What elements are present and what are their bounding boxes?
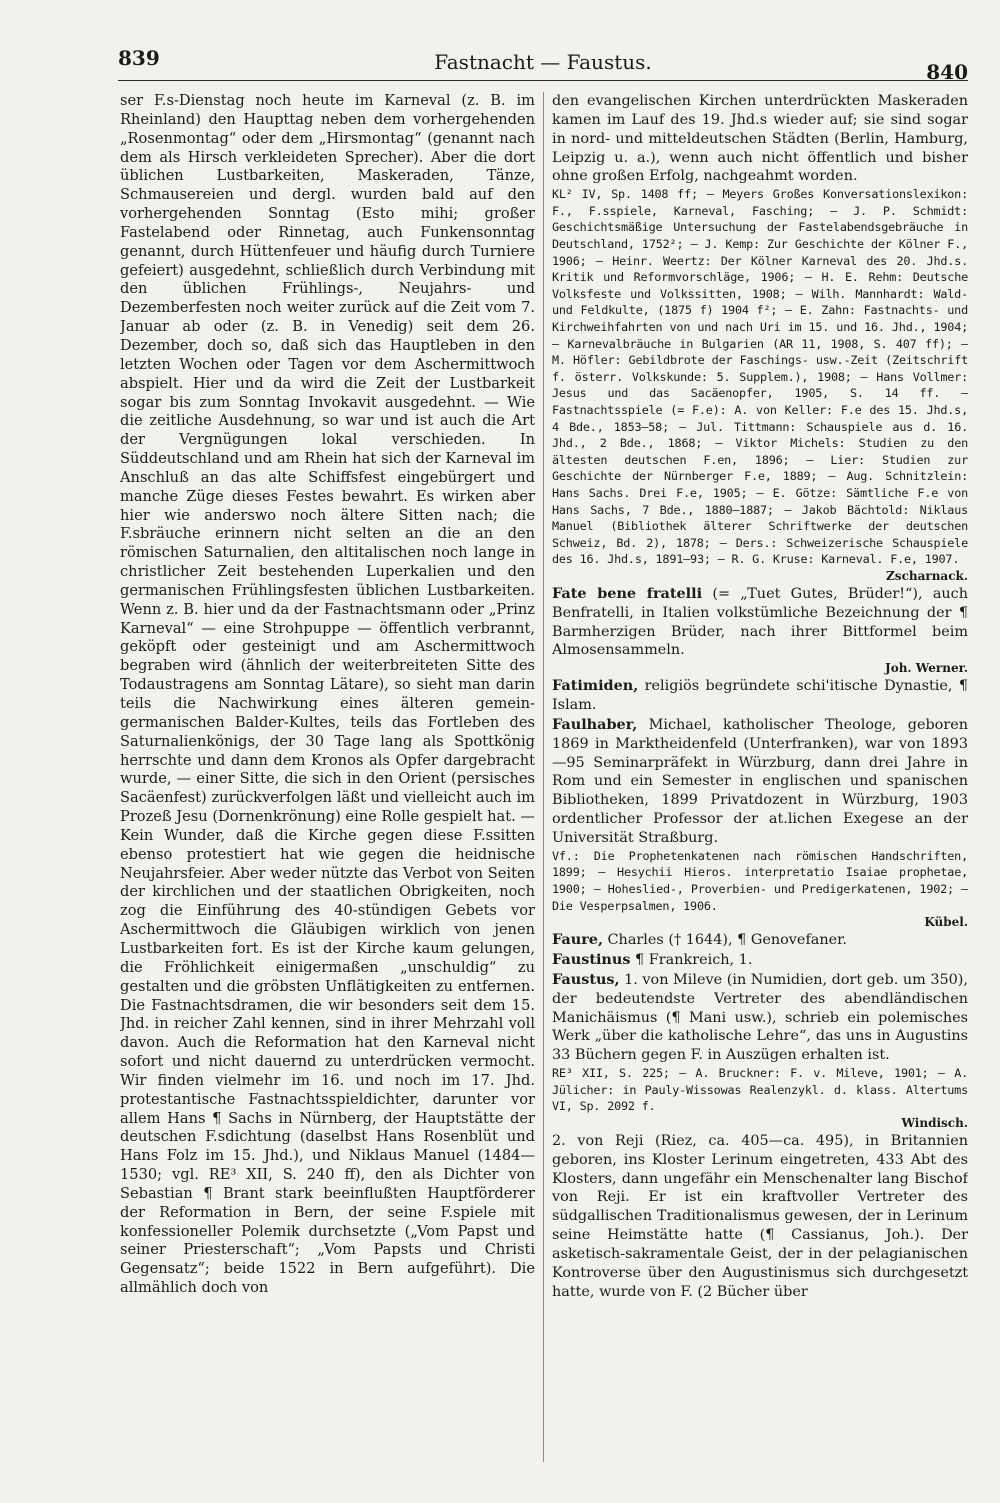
- entry-headword: Faure,: [552, 931, 603, 949]
- continuation-text: den evangelischen Kirchen unterdrückten Maskeraden kamen im Lauf des 19. Jhd.s wieder auf; sie sind sogar in nord- und mitteldeutschen Städten (Berlin, Hamburg, Leipzig u. a.), wenn auch nicht öffentlich und bisher ohne großen Erfolg, nachgeahmt worden.: [552, 93, 968, 185]
- page-number-right: 840: [926, 60, 968, 84]
- header-rule: [118, 80, 968, 81]
- entry: [552, 971, 968, 1131]
- left-column: [120, 92, 535, 1462]
- author-signature: Zscharnack.: [886, 568, 968, 583]
- entry-text: [552, 971, 968, 1065]
- page-number-left: 839: [118, 46, 160, 70]
- entry: [552, 931, 968, 950]
- entry-body: religiös begründete schi'itische Dynastie, ¶ Islam.: [552, 678, 968, 714]
- entry-text: [552, 716, 968, 848]
- entry-text: [552, 931, 968, 950]
- entry-headword: Faulhaber,: [552, 715, 638, 733]
- entry-headword: Fate bene fratelli: [552, 584, 703, 602]
- entry-body: 1. von Mileve (in Numidien, dort geb. um 350), der bedeutendste Vertreter des abendländischen Manichäismus (¶ Mani usw.), schrieb ein polemisches Werk „über die katholische Lehre“, das uns in Augustins 33 Büchern gegen F. in Auszügen erhalten ist.: [552, 971, 968, 1064]
- entry-headword: Fatimiden,: [552, 677, 639, 695]
- entry: [552, 716, 968, 930]
- page-header: [118, 44, 968, 88]
- entry-text: [552, 951, 968, 970]
- literature-block: Vf.: Die Prophetenkatenen nach römischen Handschriften, 1899; — Hesychii Hieros. interpretatio Isaiae prophetae, 1900; — Hoheslied-, Proverbien- und Predigerkatenen, 1902; — Die Vesperpsalmen, 1906.: [552, 848, 968, 913]
- entry: [552, 585, 968, 676]
- entry-body: Michael, katholischer Theologe, geboren 1869 in Marktheidenfeld (Unterfranken), war von 1893—95 Seminarpräfekt in Würzburg, dann drei Jahre in Rom und ein Semester in englischen und spanischen Bibliotheken, 1899 Privatdozent in Würzburg, 1903 ordentlicher Professor der at.lichen Exegese an der Universität Straßburg.: [552, 716, 968, 846]
- entry-headword: Faustinus: [552, 951, 631, 969]
- entry-body: 2. von Reji (Riez, ca. 405—ca. 495), in Britannien geboren, ins Kloster Lerinum eingetreten, 433 Abt des Klosters, dann ungefähr ein Menschenalter lang Bischof von Reji. Er ist ein kraftvoller Vertreter des südgallischen Traditionalismus gewesen, der in Lerinum seine Heimstätte hatte (¶ Cassianus, Joh.). Der asketisch-sakramentale Geist, der in der pelagianischen Kontroverse über den Augustinismus sich durchgesetzt hatte, wurde von F. (2 Bücher über: [552, 1132, 968, 1300]
- literature-block: KL² IV, Sp. 1408 ff; — Meyers Großes Konversationslexikon: F., F.sspiele, Karneval, Fasching; — J. P. Schmidt: Geschichtsmäßige Untersuchung der Fastelabendsgebräuche in Deutschland, 1752²; — J. Kemp: Zur Geschichte der Kölner F., 1906; — Heinr. Weertz: Der Kölner Karneval des 20. Jhd.s. Kritik und Reformvorschläge, 1906; — H. E. Rehm: Deutsche Volksfeste und Volkssitten, 1908; — Wilh. Mannhardt: Wald- und Feldkulte, (1875 f) 1904 f²; — E. Zahn: Fastnachts- und Kirchweihfahrten von und nach Uri im 15. und 16. Jhd., 1904; — Karnevalbräuche in Bulgarien (AR 11, 1908, S. 407 ff); — M. Höfler: Gebildbrote der Faschings- usw.-Zeit (Zeitschrift f. österr. Volkskunde: 5. Supplem.), 1908; — Hans Vollmer: Jesus und das Sacäenopfer, 1905, S. 14 ff. — Fastnachtsspiele (= F.e): A. von Keller: F.e des 15. Jhd.s, 4 Bde., 1853—58; — Jul. Tittmann: Schauspiele aus d. 16. Jhd., 2 Bde., 1868; — Viktor Michels: Studien zu den ältesten deutschen F.en, 1896; — Lier: Studien zur Geschichte der Nürnberger F.e, 1889; — Aug. Schnitzlein: Hans Sachs. Drei F.e, 1905; — E. Götze: Sämtliche F.e von Hans Sachs, 7 Bde., 1880—1887; — Jakob Bächtold: Niklaus Manuel (Bibliothek älterer Schriftwerke der deutschen Schweiz, Bd. 2), 1878; — Ders.: Schweizerische Schauspiele des 16. Jhd.s, 1891—93; — R. G. Kruse: Karneval. F.e, 1907.: [552, 187, 968, 567]
- author-signature: Windisch.: [901, 1115, 968, 1130]
- column-divider: [543, 92, 544, 1462]
- entry: [552, 1132, 968, 1302]
- entry-headword: Faustus,: [552, 970, 620, 988]
- author-signature: Kübel.: [924, 915, 968, 930]
- right-column: [552, 92, 968, 1462]
- author-signature: Joh. Werner.: [885, 661, 968, 676]
- entry-body: ¶ Frankreich, 1.: [630, 952, 753, 969]
- entry-text: [552, 585, 968, 660]
- left-column-text: ser F.s-Dienstag noch heute im Karneval (z. B. im Rheinland) den Haupttag neben dem vorhergehenden „Rosenmontag“ oder dem „Hirsmontag“ (genannt nach dem als Hirsch verkleideten Sprecher). Aber die dort üblichen Lustbarkeiten, Maskeraden, Tänze, Schmausereien und dergl. wurden bald auf den vorhergehenden Sonntag (Esto mihi; großer Fastelabend oder Rinnetag, auch Funkensonntag genannt, durch Hüttenfeuer und häufig durch Turniere gefeiert) ausgedehnt, schließlich durch Verbindung mit den üblichen Frühlings-, Neujahrs- und Dezemberfesten noch weiter zurück auf die Zeit vom 7. Januar ab oder (z. B. in Venedig) seit dem 26. Dezember, doch so, daß sich das Hauptleben in den letzten Wochen oder Tagen vor dem Aschermittwoch abspielt. Hier und da wird die Zeit der Lustbarkeit sogar bis zum Sonntag Invokavit ausgedehnt. — Wie die zeitliche Ausdehnung, so war und ist auch die Art der Vergnügungen lokal verschieden. In Süddeutschland und am Rhein hat sich der Karneval im Anschluß an das alte Schiffsfest eingebürgert und manche Züge dieses Festes bewahrt. Es wirken aber hier wie anderswo noch ältere Sitten nach; die F.sbräuche erinnern nicht selten an die an den römischen Saturnalien, den altitalischen noch lange in christlicher Zeit bestehenden Luperkalien und den germanischen Frühlingsfesten üblichen Lustbarkeiten. Wenn z. B. hier und da der Fastnachtsmann oder „Prinz Karneval“ — eine Strohpuppe — öffentlich verbrannt, geköpft oder gesteinigt und am Aschermittwoch begraben wird (ähnlich der weiterbreiteten Sitte des Todaustragens am Sonntag Lätare), so sieht man darin teils die Nachwirkung eines älteren gemein-germanischen Balder-Kultes, teils das Fortleben des Saturnalienkönigs, der 30 Tage lang als Spottkönig herrschte und dann dem Kronos als Opfer dargebracht wurde, — einer Sitte, die sich in den Orient (persisches Sacäenfest) zurückverfolgen läßt und vielleicht auch im Prozeß Jesu (Dornenkrönung) eine Rolle gespielt hat. — Kein Wunder, daß die Kirche gegen diese F.ssitten ebenso protestiert hat wie gegen die heidnische Neujahrsfeier. Aber weder nützte das Verbot von Seiten der kirchlichen und der staatlichen Obrigkeiten, noch zog die Einführung des 40-stündigen Gebets vor Aschermittwoch die Gläubigen wirklich von jenen Lustbarkeiten fort. Es ist der Kirche kaum gelungen, die Fröhlichkeit einigermaßen „unschuldig“ zu gestalten und die gröbsten Unflätigkeiten zu entfernen. Die Fastnachtsdramen, die wir besonders seit dem 15. Jhd. in reicher Zahl kennen, sind in ihrer Mehrzahl voll davon. Auch die Reformation hat den Karneval nicht sofort und nicht dauernd zu unterdrücken vermocht. Wir finden vielmehr im 16. und noch im 17. Jhd. protestantische Fastnachtsspieldichter, darunter vor allem Hans ¶ Sachs in Nürnberg, der Hauptstätte der deutschen F.sdichtung (daselbst Hans Rosenblüt und Hans Folz im 15. Jhd.), und Niklaus Manuel (1484—1530; vgl. RE³ XII, S. 240 ff), den als Dichter von Sebastian ¶ Brant stark beeinflußten Hauptförderer der Reformation in Bern, der seine F.spiele mit konfessioneller Polemik durchsetzte („Vom Papst und seiner Priesterschaft“; „Vom Papsts und Christi Gegensatz“; beide 1522 in Bern aufgeführt). Die allmählich doch von: [120, 92, 535, 1297]
- entry-body: Charles († 1644), ¶ Genovefaner.: [602, 932, 848, 949]
- entry-body: (= „Tuet Gutes, Brüder!“), auch Benfratelli, in Italien volkstümliche Bezeichnung der ¶ Barmherzigen Brüder, nach ihrer Bittformel beim Almosensammeln.: [552, 585, 968, 659]
- running-title: Fastnacht — Faustus.: [434, 50, 652, 74]
- literature-block: RE³ XII, S. 225; — A. Bruckner: F. v. Mileve, 1901; — A. Jülicher: in Pauly-Wissowas Realenzykl. d. klass. Altertums VI, Sp. 2092 f.: [552, 1066, 968, 1114]
- entry: [552, 677, 968, 715]
- entry-text: [552, 677, 968, 715]
- entry: [552, 951, 968, 970]
- entry-text: [552, 1132, 968, 1302]
